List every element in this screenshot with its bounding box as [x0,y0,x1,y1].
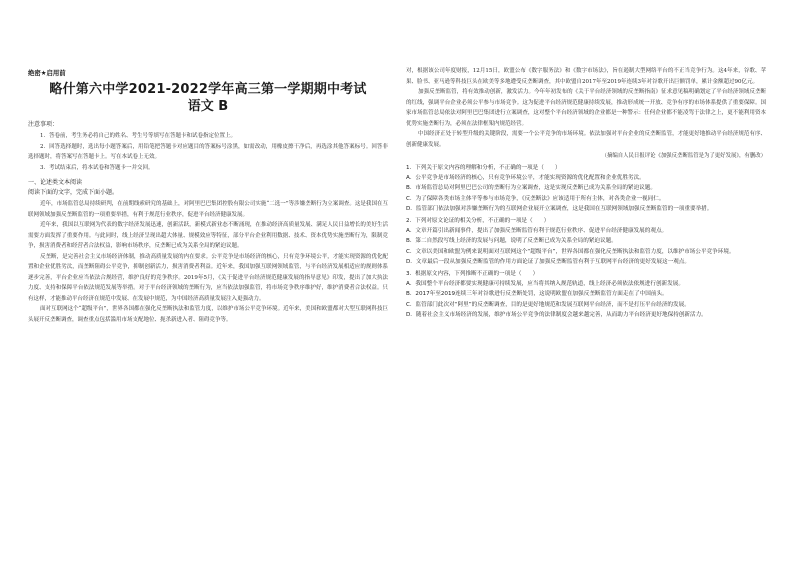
option-a: A．文章开篇引出新闻事件，提出了加强反垄断监管有利于规范行业秩序、促进平台经济健康发展的观点。 [406,228,668,235]
note-item: 3．考试结束后，将本试卷和答题卡一并交回。 [40,164,154,171]
passage-paragraph: 面对互联网这个“超级平台”，世界各国都在强化反垄断执法和监管力度，以维护市场公平竞争环境。近年来，美国和欧盟都对大型互联网科技巨头展开反垄断调查，调查重点包括滥用市场支配地位、扼杀新进入者、阻碍竞争等。 [28,306,388,323]
question-stem: 2．下列对原文论证的相关分析，不正确的一项是（ ） [406,218,550,225]
option-d: D．文章最后一段从加强反垄断监管的作用方面论证了加强反垄断监管有利于互联网平台经济的更好发展这一观点。 [406,258,690,265]
left-column [28,64,388,548]
question-stem: 1．下列关于原文内容的理解和分析，不正确的一项是（ ） [406,165,561,171]
passage-paragraph: 近年来，我国以互联网为代表的数字经济发展迅速，创新活跃，新模式新业态不断涌现，在推动经济高质量发展、满足人民日益增长的美好生活需要方面发挥了重要作用。与此同时，线上经济呈现出超大体量、规模效应等特征，部分平台企业利用数据、技术、资本优势实施垄断行为，限制竞争，损害消费者和经营者合法权益，影响市场秩序，反垄断已成为关系全局的紧迫议题。 [28,222,388,249]
option-c: C．监管部门此次对“阿里”的反垄断调查，目的是更好地规范和发展互联网平台经济，而不是打压平台经济的发展。 [406,301,690,308]
question-2 [406,216,766,267]
passage-paragraph: 中国经济正处于转型升级的关键阶段，需要一个公平竞争的市场环境。依法加强对平台企业的反垄断监管，才能更好地推动平台经济规范有序、创新健康发展。 [406,131,766,148]
confidential-mark: 绝密★启用前 [28,69,66,77]
passage-paragraph: 对，根据该公司年度财报，12月15日，欧盟公布《数字服务法》和《数字市场法》，旨在遏制大型网络平台的不正当竞争行为。这4年来，谷歌、苹果、脸书、亚马逊等科技巨头在欧美等多地遭受反垄断调查，其中欧盟自2017年至2019年连续3年对谷歌开出巨额罚单，累计金额超过90亿元。 [406,68,766,85]
option-a: A．我国整个平台经济都要实现健康可持续发展，应当将其纳入规范轨道，线上经济必须依法依规进行创新发展。 [406,281,684,288]
option-b: B．第二自然段写线上经济的发展与问题，说明了反垄断已成为关系全局的紧迫议题。 [406,238,617,245]
notes-heading: 注意事项： [28,121,59,128]
option-d: D．监管部门依法加强对涉嫌垄断行为的互联网企业展开立案调查，这是我国在互联网领域加强反垄断监管的一项重要举措。 [406,205,713,212]
note-item: 2．回答选择题时，选出每小题答案后，用铅笔把答题卡对应题目的答案标号涂黑，如需改动，用橡皮擦干净后，再选涂其他答案标号。回答非选择题时，将答案写在答题卡上。写在本试卷上无效。 [28,143,388,160]
question-3 [406,269,766,320]
question-1 [406,163,766,214]
question-stem: 3．根据原文内容，下列推断不正确的一项是（ ） [406,271,539,278]
option-b: B．2017年至2019连续三年对谷歌进行反垄断处罚，这说明欧盟在加强反垄断监管方面走在了中国前头。 [406,291,668,298]
passage-paragraph: 加强反垄断监管，将有效推动创新，激发活力。今年年初发布的《关于平台经济领域的反垄断指南》征求意见稿明确划定了平台经济领域反垄断的红线，强调平台企业必须公平参与市场竞争。这为促进平台经济规范健康持续发展，推动形成统一开放、竞争有序的市场体系提供了重要保障。国家市场监管总局依法对阿里巴巴集团进行立案调查，这对整个平台经济领域的企业都是一种警示：任何企业都不能凌驾于法律之上，更不能利用资本优势实施垄断行为，必须在法律框架内规范经营。 [406,89,766,127]
section-heading: 一、论述类文本阅读 [28,179,83,186]
option-a: A．公平竞争是市场经济的核心，只有竞争环境公平，才能实现资源的优化配置和企业优胜劣汰。 [406,175,645,182]
passage-paragraph: 近年，市场监管总局持续研判，在前期线索研究的基础上，对阿里巴巴集团控股有限公司实施“二选一”等涉嫌垄断行为立案调查。这是我国在互联网领域加强反垄断监管的一项重要举措，有利于规范行业秩序，促进平台经济健康发展。 [28,201,388,218]
note-item: 1．答卷前，考生务必将自己的姓名、考生号等填写在答题卡和试卷指定位置上。 [40,133,237,139]
option-c: C．为了保障各类市场主体平等参与市场竞争，《反垄断法》应该适用于所有主体，对各类企业一视同仁。 [406,195,665,202]
option-b: B．市场监管总局对阿里巴巴公司的垄断行为立案调查，这是实现反垄断已成为关系全局的紧迫议题。 [406,185,656,192]
option-c: C．文章以美国和欧盟为例来说明面对互联网这个“超级平台”，世界各国都在强化反垄断执法和监管力度，以维护市场公平竞争环境。 [406,248,735,255]
right-column [406,66,766,550]
exam-subtitle: 语文 B [187,99,229,114]
section-instruction: 阅读下面的文字，完成下面小题。 [28,189,119,196]
option-d: D．随着社会主义市场经济的发展，维护市场公平竞争的法律制度会越来越完善，从而助力平台经济更好地保持创新活力。 [406,311,707,318]
passage-source: （摘编自人民日报评论《加强反垄断监管是为了更好发展》，有删改） [601,153,766,159]
exam-title: 略什第六中学2021-2022学年高三第一学期期中考试 [49,82,367,97]
passage-paragraph: 反垄断，是完善社会主义市场经济体制，推动高质量发展的内在要求。公平竞争是市场经济的核心，只有竞争环境公平，才能实现资源的优化配置和企业优胜劣汰，而垄断阻碍公平竞争，抑制创新活力，损害消费者利益。近年来，我国加强互联网领域监管，与平台经济发展相适应的规则体系逐步完善，平台企业应当依法合规经营，维护良好的竞争秩序。2019年5月，《关于促进平台经济规范健康发展的指导意见》印发，提出了加大执法力度、支持和保障平台依法规范发展等举措。对于平台经济领域的垄断行为，应当依法加强监管，将市场竞争秩序维护好，维护消费者合法权益。只有这样，才能推动平台经济在规范中发展、在发展中规范，为中国经济高质量发展注入更强动力。 [28,253,388,302]
